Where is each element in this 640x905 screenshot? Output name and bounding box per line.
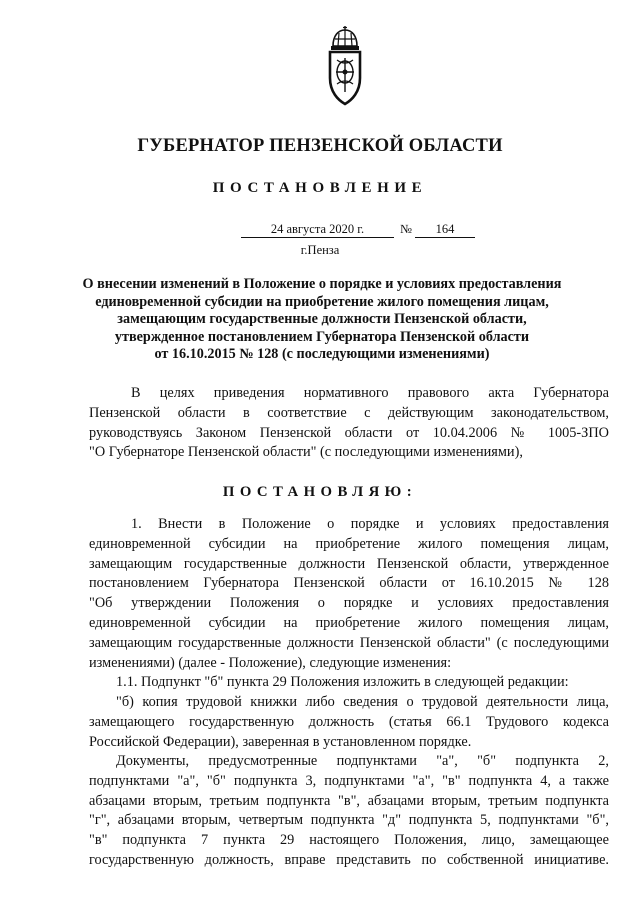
subject-line: утвержденное постановлением Губернатора Пензенской области [114, 328, 530, 345]
text-line: изменениями) (далее - Положение), следующие изменения: [89, 654, 452, 671]
subject-line: от 16.10.2015 № 128 (с последующими изменениями) [154, 346, 490, 363]
text-line: Пензенской области в соответствие с действующим законодательством, [89, 404, 609, 421]
text-line: 1. Внести в Положение о порядке и условиях предоставления [131, 516, 609, 532]
text-line: "в" подпункта 7 пункта 29 настоящего Положения, лицо, замещающее [89, 832, 609, 849]
city-name: г.Пенза [300, 243, 340, 257]
text-line: абзацами вторым, третьим подпункта "в", абзацами вторым, третьим подпункта [89, 792, 609, 809]
text-line: Документы, предусмотренные подпунктами "а", "б" подпункта 2, [116, 753, 609, 769]
text-line: подпунктами "а", "б" подпункта 3, подпунктами "а", "в" подпункта 4, а также [89, 772, 609, 789]
document-date: 24 августа 2020 г. [241, 221, 394, 238]
text-line: единовременной субсидии на приобретение жилого помещения лицам, [89, 614, 609, 631]
text-line: государственную должность, вправе представить по собственной инициативе. [89, 851, 609, 868]
text-line: В целях приведения нормативного правового акта Губернатора [131, 385, 609, 401]
resolve-heading: ПОСТАНОВЛЯЮ: [222, 484, 418, 500]
text-line: замещающим государственные должности Пензенской области" (с последующими [89, 634, 609, 651]
document-type: ПОСТАНОВЛЕНИЕ [212, 180, 428, 196]
text-line: "Об утверждении Положения о порядке и условиях предоставления [89, 595, 609, 612]
document-number: 164 [415, 221, 475, 238]
date-number-line [0, 221, 640, 239]
text-line: единовременной субсидии на приобретение жилого помещения лицам, [89, 535, 609, 552]
text-line: замещающего государственную должность (статья 66.1 Трудового кодекса [89, 713, 609, 730]
text-line: "б) копия трудовой книжки либо сведения о трудовой деятельности лица, [116, 694, 609, 710]
subject-line: единовременной субсидии на приобретение жилого помещения лицам, [95, 293, 549, 310]
text-line: 1.1. Подпункт "б" пункта 29 Положения изложить в следующей редакции: [116, 674, 569, 690]
coat-of-arms-emblem [322, 26, 368, 106]
subject-line: О внесении изменений в Положение о порядке и условиях предоставления [82, 276, 562, 292]
authority-title: ГУБЕРНАТОР ПЕНЗЕНСКОЙ ОБЛАСТИ [137, 136, 503, 156]
text-line: Российской Федерации), заверенная в установленном порядке. [89, 733, 472, 750]
preamble-paragraph [89, 384, 609, 463]
number-sign: № [400, 222, 412, 236]
document-subject [82, 276, 562, 364]
documents-paragraph [89, 752, 609, 871]
text-line: руководствуясь Законом Пензенской области от 10.04.2006 № 1005-ЗПО [89, 424, 609, 441]
text-line: замещающим государственные должности Пензенской области, утвержденное [89, 555, 609, 572]
item-1-1-paragraph [89, 673, 609, 693]
quoted-subparagraph [89, 693, 609, 752]
text-line: "г", абзацами вторым, четвертым подпункта "д" подпункта 5, подпунктами "б", [89, 812, 609, 829]
text-line: "О Губернаторе Пензенской области" (с последующими изменениями), [89, 444, 523, 461]
subject-line: замещающим государственные должности Пензенской области, [117, 311, 527, 328]
text-line: постановлением Губернатора Пензенской области от 16.10.2015 № 128 [89, 575, 609, 592]
item-1-paragraph [89, 515, 609, 673]
